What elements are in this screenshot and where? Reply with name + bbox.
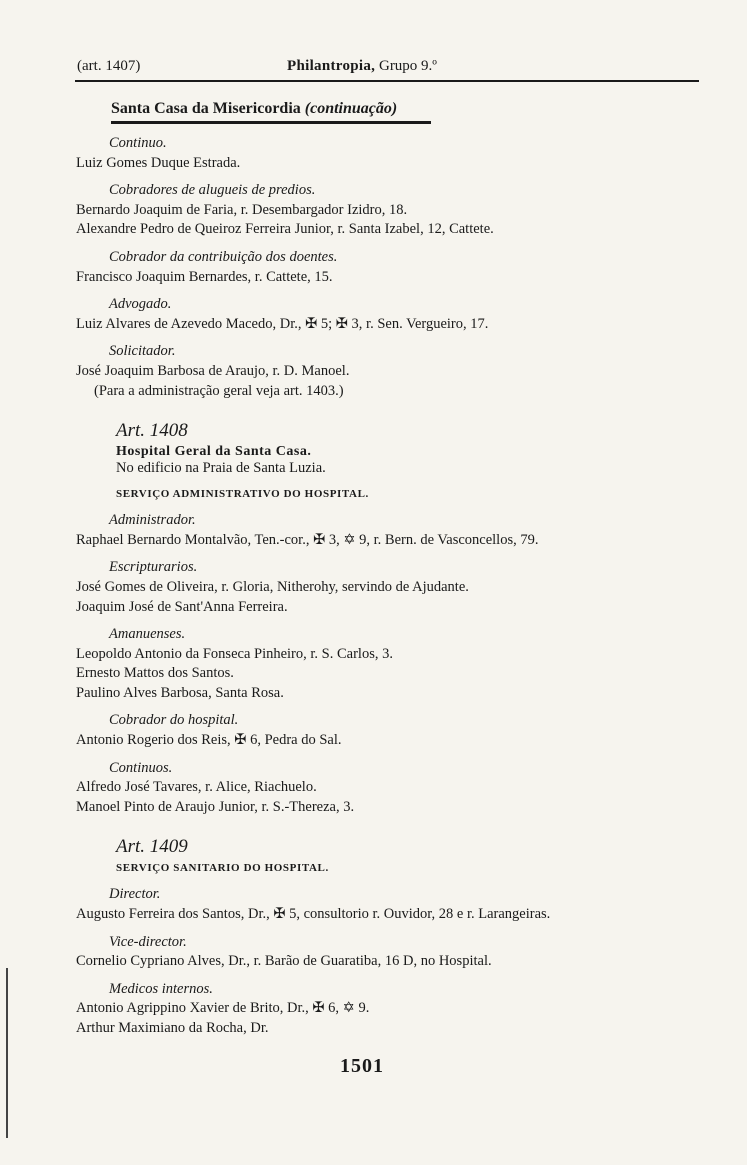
article-1409-heading: Art. 1409 [116, 836, 188, 858]
role-label: Escripturarios. [109, 559, 198, 576]
entry-line: José Joaquim Barbosa de Araujo, r. D. Manoel. [76, 362, 350, 379]
section-title: Santa Casa da Misericordia (continuação) [111, 100, 398, 117]
entry-line: Bernardo Joaquim de Faria, r. Desembargador Izidro, 18. [76, 201, 408, 218]
scan-margin-mark [6, 968, 8, 1138]
role-label: Solicitador. [109, 343, 176, 360]
entry-line: Raphael Bernardo Montalvão, Ten.-cor., ✠ 3, ✡ 9, r. Bern. de Vasconcellos, 79. [76, 531, 539, 548]
role-label: Cobrador da contribuição dos doentes. [109, 248, 338, 265]
role-label: Cobrador do hospital. [109, 712, 239, 729]
article-1408-heading: Art. 1408 [116, 420, 188, 442]
role-label: Administrador. [109, 512, 196, 529]
entry-line: Arthur Maximiano da Rocha, Dr. [76, 1020, 269, 1036]
role-label: Continuos. [109, 759, 173, 776]
service-heading: SERVIÇO SANITARIO DO HOSPITAL. [116, 862, 329, 875]
role-label: Amanuenses. [109, 626, 186, 643]
entry-line: Antonio Rogerio dos Reis, ✠ 6, Pedra do Sal. [76, 732, 342, 749]
entry-line: Luiz Gomes Duque Estrada. [76, 154, 241, 171]
entry-line: Luiz Alvares de Azevedo Macedo, Dr., ✠ 5; ✠ 3, r. Sen. Vergueiro, 17. [76, 315, 489, 332]
hospital-name: Hospital Geral da Santa Casa. [116, 444, 312, 460]
entry-line: José Gomes de Oliveira, r. Gloria, Nitherohy, servindo de Ajudante. [76, 578, 469, 595]
article-reference: (art. 1407) [77, 58, 141, 74]
entry-line: Augusto Ferreira dos Santos, Dr., ✠ 5, consultorio r. Ouvidor, 28 e r. Larangeiras. [76, 906, 551, 923]
entry-line: Cornelio Cypriano Alves, Dr., r. Barão de Guaratiba, 16 D, no Hospital. [76, 953, 492, 970]
cross-reference-note: (Para a administração geral veja art. 1403.) [94, 382, 344, 399]
entry-line: Manoel Pinto de Araujo Junior, r. S.-Thereza, 3. [76, 798, 355, 815]
entry-line: Leopoldo Antonio da Fonseca Pinheiro, r. S. Carlos, 3. [76, 645, 393, 662]
entry-line: Paulino Alves Barbosa, Santa Rosa. [76, 684, 284, 701]
header-rule [75, 80, 699, 82]
entry-line: Antonio Agrippino Xavier de Brito, Dr., ✠ 6, ✡ 9. [76, 1000, 370, 1017]
entry-line: Alfredo José Tavares, r. Alice, Riachuelo. [76, 779, 317, 796]
running-header [75, 58, 697, 80]
role-label: Medicos internos. [109, 980, 213, 997]
role-label: Continuo. [109, 135, 167, 151]
role-label: Director. [109, 886, 161, 903]
entry-line: Alexandre Pedro de Queiroz Ferreira Junior, r. Santa Izabel, 12, Cattete. [76, 221, 494, 238]
entry-line: Ernesto Mattos dos Santos. [76, 665, 234, 682]
service-heading: SERVIÇO ADMINISTRATIVO DO HOSPITAL. [116, 488, 369, 501]
header-title: Philantropia, Grupo 9.º [287, 58, 437, 74]
role-label: Cobradores de alugueis de predios. [109, 182, 316, 199]
section-underline [111, 121, 431, 124]
role-label: Advogado. [109, 296, 172, 313]
entry-line: Joaquim José de Sant'Anna Ferreira. [76, 598, 288, 615]
entry-line: Francisco Joaquim Bernardes, r. Cattete, 15. [76, 268, 333, 285]
hospital-location: No edificio na Praia de Santa Luzia. [116, 460, 326, 477]
page-number: 1501 [340, 1055, 384, 1077]
document-body [76, 134, 716, 1039]
role-label: Vice-director. [109, 933, 187, 950]
